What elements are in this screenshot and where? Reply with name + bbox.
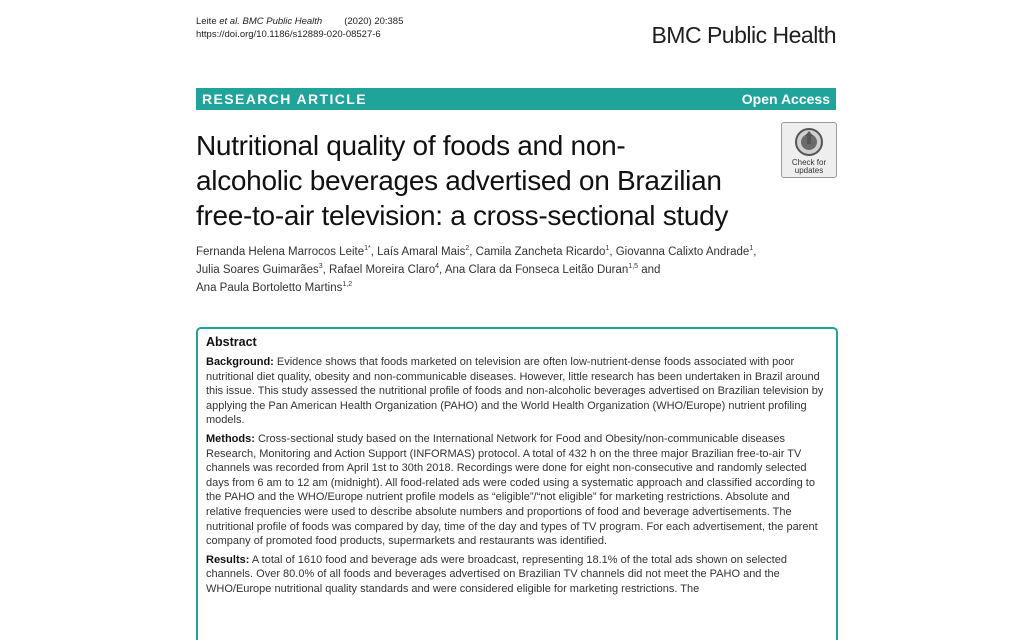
open-access-label: Open Access xyxy=(741,91,830,107)
article-title xyxy=(196,128,766,233)
doi-link[interactable]: https://doi.org/10.1186/s12889-020-08527-6 xyxy=(196,29,381,40)
author[interactable]: Laís Amaral Mais$^2$ xyxy=(377,245,470,258)
citation-journal: et al. BMC Public Health xyxy=(216,16,323,27)
check-for-updates-icon xyxy=(794,127,824,157)
author[interactable]: Camila Zancheta Ricardo$^1$ xyxy=(475,245,610,258)
citation-authors: Leite xyxy=(196,16,217,27)
citation-block xyxy=(196,15,403,41)
background-text: Evidence shows that foods marketed on television are often low-nutrient-dense foods associated with poor nutritional diet quality, obesity and non-communicable diseases. However, little research has been undertaken in Brazil around this issue. This study assessed the nutritional profile of foods and non-alcoholic beverages advertised on Brazilian television by applying the Pan American Health Organization (PAHO) and the World Health Organization (WHO/Europe) nutrient profiling models. xyxy=(206,356,824,427)
author[interactable]: Ana Clara da Fonseca Leitão Duran$^{1,5}$ xyxy=(444,263,639,276)
check-for-updates-button[interactable] xyxy=(781,122,837,178)
abstract-box xyxy=(196,327,838,640)
methods-label: Methods: xyxy=(206,432,255,445)
author[interactable]: Giovanna Calixto Andrade$^1$ xyxy=(615,245,754,258)
abstract-methods xyxy=(206,432,828,549)
abstract-results xyxy=(206,553,828,597)
author-list: Fernanda Helena Marrocos Leite$^{1*}$, Laís Amaral Mais$^2$, Camila Zancheta Ricardo$^1$, Giovanna Calixto Andrade$^1$, Julia Soares Guimarães$^3$, Rafael Moreira Claro$^4$, Ana Clara da Fonseca Leitão Duran$^{1,5}$ and Ana Paula Bortoletto Martins$^{1,2}$ xyxy=(196,245,757,294)
results-text: A total of 1610 food and beverage ads were broadcast, representing 18.1% of the total ads shown on selected channels. Over 80.0% of all foods and beverages advertised on Brazilian TV channels did not meet the PAHO and the WHO/Europe nutritional quality standards and were considered eligible for marketing restrictions. The xyxy=(206,553,787,595)
title-line-3: free-to-air television: a cross-sectional study xyxy=(196,200,729,231)
author[interactable]: Ana Paula Bortoletto Martins$^{1,2}$ xyxy=(196,281,353,294)
citation-year: (2020) 20:385 xyxy=(344,16,404,27)
title-line-1: Nutritional quality of foods and non- xyxy=(196,130,626,161)
citation-line xyxy=(196,15,403,28)
background-label: Background: xyxy=(206,356,274,368)
check-for-updates-label: Check for updates xyxy=(791,158,827,175)
author[interactable]: Fernanda Helena Marrocos Leite$^{1*}$ xyxy=(196,245,371,258)
title-line-2: alcoholic beverages advertised on Brazilian xyxy=(196,165,722,196)
article-banner xyxy=(196,88,836,110)
author[interactable]: Julia Soares Guimarães$^3$ xyxy=(196,263,323,276)
author[interactable]: Rafael Moreira Claro$^4$ xyxy=(329,263,440,276)
results-label: Results: xyxy=(206,553,250,566)
article-type-label: RESEARCH ARTICLE xyxy=(202,91,367,107)
abstract-heading: Abstract xyxy=(206,335,257,349)
journal-name: BMC Public Health xyxy=(651,22,836,48)
methods-text: Cross-sectional study based on the International Network for Food and Obesity/non-communicable diseases Research, Monitoring and Action Support (INFORMAS) protocol. A total of 432 h on the three major Brazilian free-to-air TV channels was recorded from April 1st to 30th 2018. Recordings were done for eight non-consecutive and randomly selected days from 6 am to 12 am (midnight). All food-related ads were coded using a systematic approach and classified according to the PAHO and the WHO/Europe nutrient profile models as “eligible”/“not eligible” for marketing restrictions. Absolute and relative frequencies were used to describe absolute numbers and proportions of food and beverage advertisements. The nutritional profile of foods was compared by day, time of the day and types of TV program. For each advertisement, the parent company of promoted food products, supermarkets and restaurants was identified. xyxy=(206,432,818,548)
abstract-background xyxy=(206,355,828,428)
